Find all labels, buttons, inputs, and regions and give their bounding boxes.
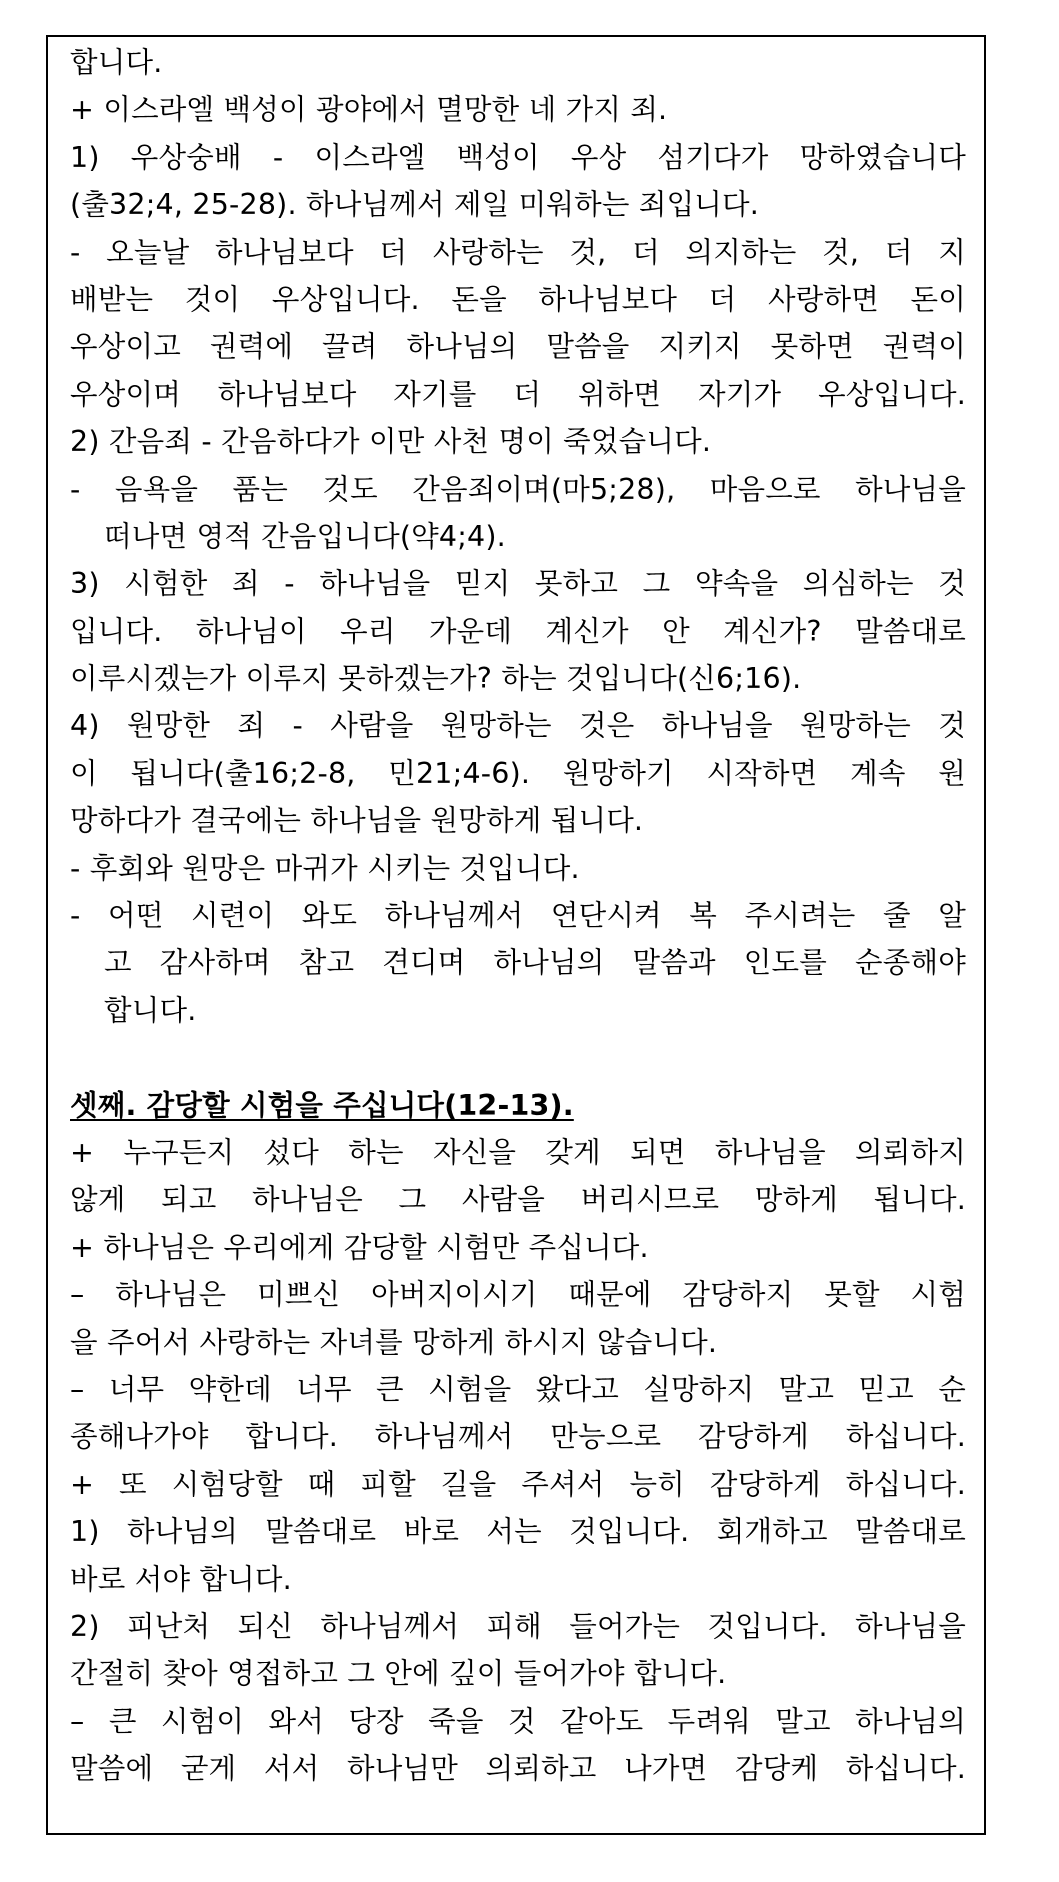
text-line: + 이스라엘 백성이 광야에서 멸망한 네 가지 죄. — [70, 93, 668, 127]
text-line: 을 주어서 사랑하는 자녀를 망하게 하시지 않습니다. — [70, 1325, 718, 1359]
blank-line — [70, 1034, 966, 1081]
text-line: 합니다. — [104, 993, 197, 1027]
text-line: – 너무 약한데 너무 큰 시험을 왔다고 실망하지 말고 믿고 순 — [70, 1372, 966, 1406]
section-heading: 셋째. 감당할 시험을 주십니다(12-13). — [70, 1088, 574, 1122]
text-line: 이 됩니다(출16;2-8, 민21;4-6). 원망하기 시작하면 계속 원 — [70, 756, 966, 790]
text-line: – 큰 시험이 와서 당장 죽을 것 같아도 두려워 말고 하나님의 — [70, 1704, 966, 1738]
text-line: 고 감사하며 참고 견디며 하나님의 말씀과 인도를 순종해야 — [104, 946, 966, 980]
text-line: 바로 서야 합니다. — [70, 1562, 292, 1596]
text-line: 우상이며 하나님보다 자기를 더 위하면 자기가 우상입니다. — [70, 377, 966, 411]
text-line: 않게 되고 하나님은 그 사람을 버리시므로 망하게 됩니다. — [70, 1183, 966, 1217]
text-line: + 하나님은 우리에게 감당할 시험만 주십니다. — [70, 1230, 649, 1264]
text-line: + 누구든지 섰다 하는 자신을 갖게 되면 하나님을 의뢰하지 — [70, 1135, 966, 1169]
text-line: 간절히 찾아 영접하고 그 안에 깊이 들어가야 합니다. — [70, 1657, 727, 1691]
text-line: – 하나님은 미쁘신 아버지이시기 때문에 감당하지 못할 시험 — [70, 1278, 966, 1312]
text-line: 배받는 것이 우상입니다. 돈을 하나님보다 더 사랑하면 돈이 — [70, 282, 966, 316]
text-line: 합니다. — [70, 46, 163, 79]
text-line: 4) 원망한 죄 - 사람을 원망하는 것은 하나님을 원망하는 것 — [70, 709, 966, 743]
text-line: - 후회와 원망은 마귀가 시키는 것입니다. — [70, 851, 580, 885]
text-line: 망하다가 결국에는 하나님을 원망하게 됩니다. — [70, 804, 644, 838]
text-line: 말씀에 굳게 서서 하나님만 의뢰하고 나가면 감당케 하십니다. — [70, 1752, 966, 1786]
text-line: 떠나면 영적 간음입니다(약4;4). — [104, 519, 506, 553]
text-line: 이루시겠는가 이루지 못하겠는가? 하는 것입니다(신6;16). — [70, 662, 802, 696]
text-line: - 음욕을 품는 것도 간음죄이며(마5;28), 마음으로 하나님을 — [70, 472, 966, 506]
text-line: (출32;4, 25-28). 하나님께서 제일 미워하는 죄입니다. — [70, 188, 760, 222]
text-line: 1) 우상숭배 - 이스라엘 백성이 우상 섬기다가 망하였습니다 — [70, 140, 966, 174]
text-line: 1) 하나님의 말씀대로 바로 서는 것입니다. 회개하고 말씀대로 — [70, 1515, 966, 1549]
text-line: 종해나가야 합니다. 하나님께서 만능으로 감당하게 하십니다. — [70, 1420, 966, 1454]
text-line: + 또 시험당할 때 피할 길을 주셔서 능히 감당하게 하십니다. — [70, 1467, 966, 1501]
text-line: 입니다. 하나님이 우리 가운데 계신가 안 계신가? 말씀대로 — [70, 614, 966, 648]
text-line: 우상이고 권력에 끌려 하나님의 말씀을 지키지 못하면 권력이 — [70, 330, 966, 364]
text-line: 3) 시험한 죄 - 하나님을 믿지 못하고 그 약속을 의심하는 것 — [70, 567, 966, 601]
text-line: 2) 피난처 되신 하나님께서 피해 들어가는 것입니다. 하나님을 — [70, 1609, 966, 1643]
text-line: - 오늘날 하나님보다 더 사랑하는 것, 더 의지하는 것, 더 지 — [70, 235, 966, 269]
text-line: - 어떤 시련이 와도 하나님께서 연단시켜 복 주시려는 줄 알 — [70, 899, 966, 933]
text-line: 2) 간음죄 - 간음하다가 이만 사천 명이 죽었습니다. — [70, 425, 712, 459]
document-body — [70, 39, 966, 1792]
page-frame — [46, 35, 986, 1835]
